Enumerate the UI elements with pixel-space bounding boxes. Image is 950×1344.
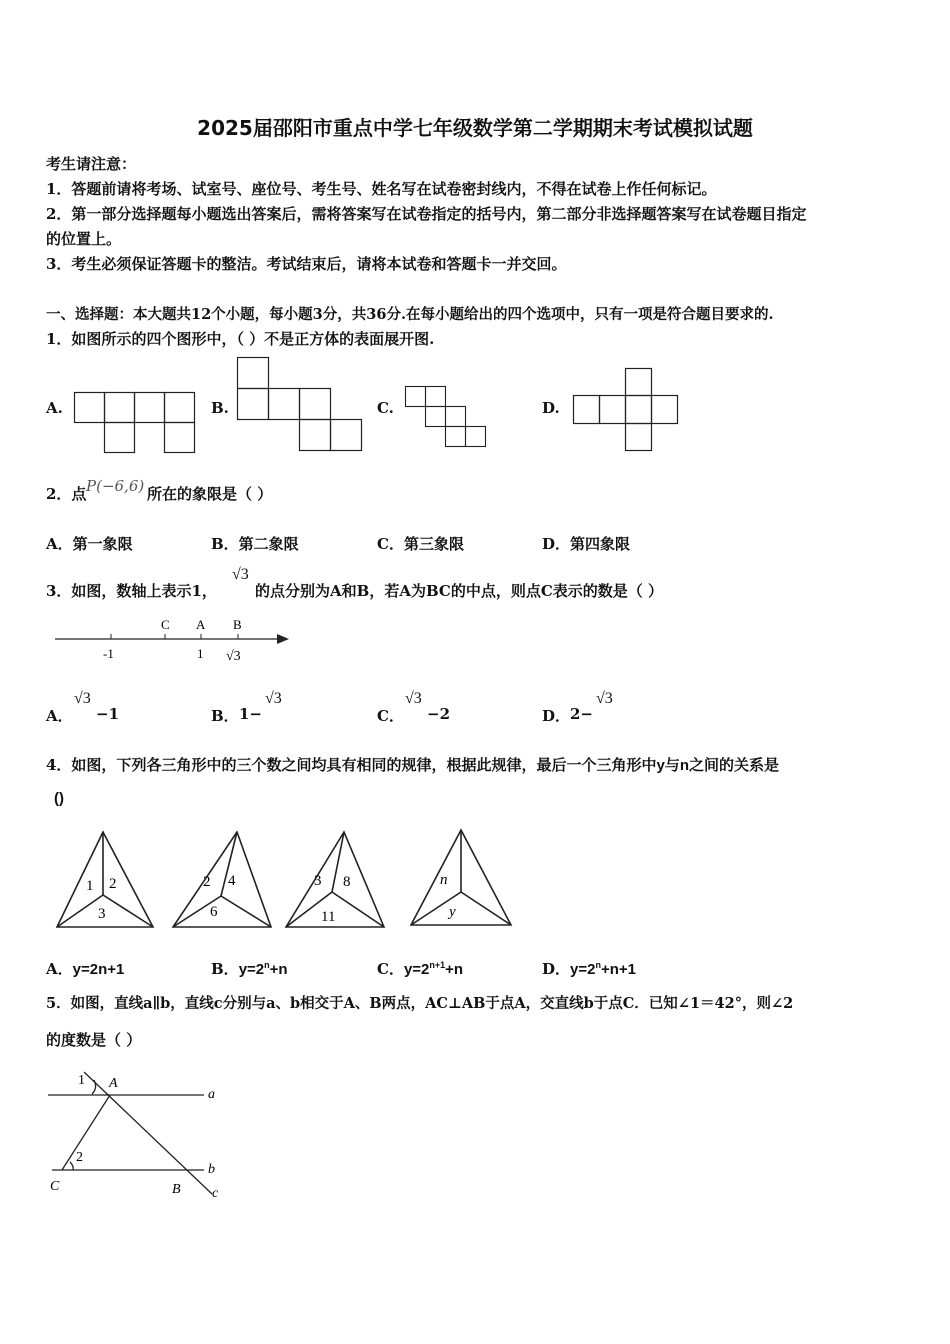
q3-axis-tick-1: 1 [197,646,204,661]
q3-option-d-label: D． [542,707,571,725]
q1-option-a: A. [46,399,63,417]
q4-t3-right: 8 [343,874,351,890]
q4-t3-bottom: 11 [321,909,336,925]
q4-stem-b: 之间的关系是 [688,756,779,774]
q2-option-d: D．第四象限 [542,535,631,553]
q3-option-b-sqrt: √3 [265,690,282,707]
q4-option-d-label: D． [542,960,571,978]
q4-option-d-answer-b: +n+1 [600,961,636,978]
q3-option-a-label: A． [46,707,73,725]
q4-t1-right: 2 [109,876,117,892]
q3-axis-tick-minus1: -1 [103,646,114,661]
q4-t4-left: n [440,872,448,888]
q5-figure [46,1066,236,1206]
notice-item-2-cont: 的位置上。 [46,230,122,248]
q1-option-c: C. [377,399,394,417]
notice-heading: 考生请注意： [46,155,137,173]
q4-t4-bottom: y [449,904,456,920]
q2-stem: 所在的象限是（ ） [147,485,273,503]
q1-option-d: D. [542,399,560,417]
q4-triangle-3 [284,830,386,930]
q3-axis-tick-sqrt3: √3 [226,649,241,664]
q4-stem-mid: 与 [664,756,680,774]
q4-option-b [211,958,288,979]
q4-t1-bottom: 3 [98,906,106,922]
q2-option-b: B．第二象限 [211,535,299,553]
q5-stem-line2: 的度数是（ ） [46,1031,142,1049]
q5-label-angle2: 2 [76,1150,83,1165]
q1-net-a [74,392,196,454]
q3-option-d-sqrt: √3 [596,690,613,707]
q3-option-c-sqrt: √3 [405,690,422,707]
q3-number-line [55,612,295,668]
q5-label-angle1: 1 [78,1073,85,1088]
section-heading: 一、选择题：本大题共12个小题，每小题3分，共36分.在每小题给出的四个选项中，只有一项是符合题目要求的. [46,306,774,323]
q4-option-a [46,958,124,979]
q4-option-d-sup: n [595,960,601,970]
q1-stem: 1．如图所示的四个图形中，（ ）不是正方体的表面展开图. [46,330,435,348]
q3-sqrt3: √3 [232,566,249,583]
q4-var-n: n [679,757,689,774]
notice-item-1: 1．答题前请将考场、试室号、座位号、考生号、姓名写在试卷密封线内，不得在试卷上作任何标记。 [46,180,717,198]
q5-label-b: b [208,1162,215,1177]
q4-option-c [377,958,463,979]
q1-net-d [573,368,679,452]
q2-option-c: C．第三象限 [377,535,464,553]
q5-label-C: C [50,1179,60,1194]
q4-t3-left: 3 [314,873,322,889]
q5-label-c: c [212,1186,219,1201]
q4-option-c-answer-b: +n [445,961,464,978]
q3-option-c-label: C． [377,707,404,725]
q4-t2-bottom: 6 [210,904,218,920]
q4-option-b-answer-b: +n [269,961,288,978]
q1-net-b [237,357,365,452]
q5-stem-line1: 5．如图，直线a∥b，直线c分别与a、b相交于A、B两点，AC⊥AB于点A，交直线b于点C．已知∠1＝42°，则∠2 [46,995,794,1012]
page-title: 2025届邵阳市重点中学七年级数学第二学期期末考试模拟试题 [197,116,753,140]
q4-var-y: y [656,757,665,774]
q4-option-d [542,958,636,979]
q3-option-a-sqrt: √3 [74,690,91,707]
notice-item-2: 2．第一部分选择题每小题选出答案后，需将答案写在试卷指定的括号内，第二部分非选择题答案写在试卷题目指定 [46,205,807,223]
q1-option-b: B. [211,399,229,417]
q5-label-a: a [208,1087,215,1102]
q3-axis-label-c: C [161,617,170,632]
notice-item-3: 3．考生必须保证答题卡的整洁。考试结束后，请将本试卷和答题卡一并交回。 [46,255,567,273]
q4-option-c-sup: n+1 [429,960,446,970]
q3-axis-label-b: B [233,617,242,632]
q4-option-c-label: C． [377,960,404,978]
q5-label-B: B [172,1182,181,1197]
q4-option-b-label: B． [211,960,239,978]
q2-number: 2．点 [46,485,87,503]
q3-stem-a: 3．如图，数轴上表示1， [46,582,217,600]
q3-axis-label-a: A [196,617,206,632]
q3-option-c-rest: −2 [427,705,451,723]
q3-option-b-val: 1− [239,705,263,723]
q4-stem [46,754,779,775]
q4-triangle-1 [55,830,155,930]
q4-option-a-answer: y=2n+1 [72,961,125,978]
q4-t1-left: 1 [86,878,94,894]
q5-label-A: A [109,1076,118,1091]
q3-option-d-val: 2− [570,705,594,723]
q4-option-a-label: A． [46,960,73,978]
q4-t2-right: 4 [228,873,236,889]
q4-option-b-answer-a: y=2 [238,961,265,978]
q4-option-b-sup: n [264,960,270,970]
q4-option-c-answer-a: y=2 [403,961,430,978]
q2-option-a: A．第一象限 [46,535,133,553]
q4-stem-a: 4．如图，下列各三角形中的三个数之间均具有相同的规律，根据此规律，最后一个三角形中 [46,756,657,774]
q4-triangle-4 [409,828,513,928]
q4-option-d-answer-a: y=2 [570,961,596,978]
q3-option-b-label: B． [211,707,239,725]
q4-paren: () [54,790,64,807]
q3-option-a-rest: −1 [96,705,120,723]
q3-stem-b: 的点分别为A和B，若A为BC的中点，则点C表示的数是（ ） [255,582,664,600]
q2-point: P(−6,6) [86,477,145,495]
q4-triangle-2 [171,830,273,930]
q4-t2-left: 2 [203,874,211,890]
q1-net-c [405,386,487,452]
